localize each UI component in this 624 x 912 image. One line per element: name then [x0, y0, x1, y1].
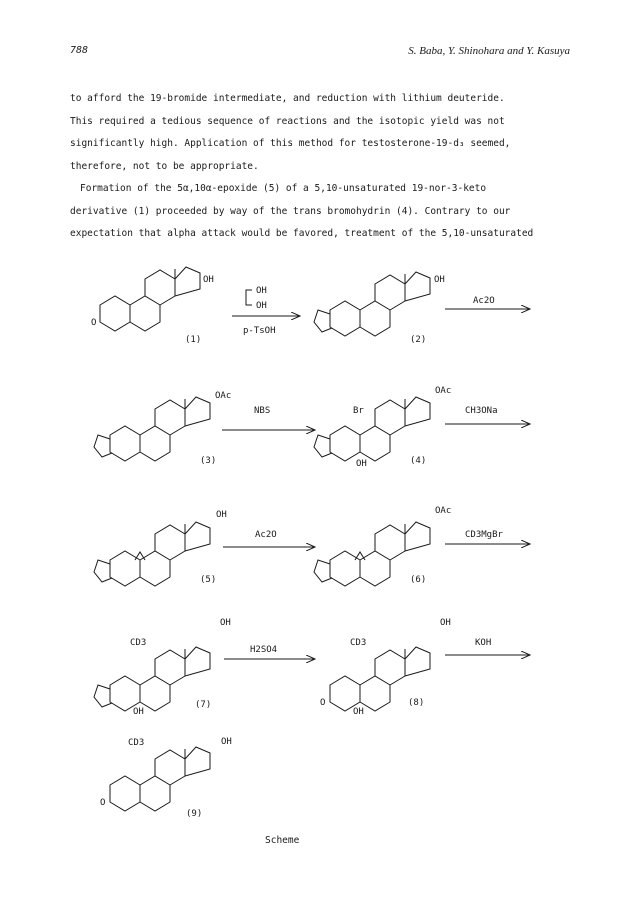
body-line: Formation of the 5α,10α-epoxide (5) of a 5,10-unsaturated 19-nor-3-keto	[80, 183, 487, 194]
atom-cd3: CD3	[350, 638, 367, 648]
reagent-acid: p-TsOH	[243, 326, 276, 336]
body-line: to afford the 19-bromide intermediate, and reduction with lithium deuteride.	[70, 93, 505, 104]
atom-br: Br	[353, 406, 364, 416]
page-number: 788	[70, 45, 89, 56]
body-line: expectation that alpha attack would be favored, treatment of the 5,10-unsaturated	[70, 228, 534, 239]
reagent-1	[232, 286, 300, 336]
reagent-4	[445, 406, 530, 424]
body-line: significantly high. Application of this method for testosterone-19-d₃ seemed,	[70, 138, 511, 149]
reagent-label: H2SO4	[250, 645, 278, 655]
atom-oh: OH	[220, 618, 231, 628]
compound-4	[314, 386, 451, 469]
compound-label: (9)	[186, 809, 203, 819]
running-authors: S. Baba, Y. Shinohara and Y. Kasuya	[408, 45, 570, 57]
epoxide-bridge	[355, 552, 365, 560]
compound-1	[91, 267, 214, 345]
reagent-glycol-oh-1: OH	[256, 286, 267, 296]
atom-oac: OAc	[215, 391, 232, 401]
atom-o: O	[100, 798, 106, 808]
atom-oh: OH	[434, 275, 445, 285]
atom-oh: OH	[356, 459, 367, 469]
reagent-label: Ac2O	[255, 530, 277, 540]
reagent-8	[445, 638, 530, 655]
compound-9	[100, 737, 232, 819]
atom-o: O	[91, 318, 97, 328]
body-line: This required a tedious sequence of reactions and the isotopic yield was not	[70, 115, 505, 127]
reagent-2	[445, 296, 530, 309]
reagent-label: KOH	[475, 638, 492, 648]
atom-cd3: CD3	[130, 638, 147, 648]
atom-oh: OH	[203, 275, 214, 285]
body-line: derivative (1) proceeded by way of the trans bromohydrin (4). Contrary to our	[70, 205, 511, 217]
compound-label: (2)	[410, 335, 427, 345]
atom-oh: OH	[133, 707, 144, 717]
atom-oh: OH	[440, 618, 451, 628]
body-line: therefore, not to be appropriate.	[70, 160, 259, 172]
compound-label: (8)	[408, 698, 425, 708]
reagent-5	[223, 530, 315, 547]
compound-3	[94, 391, 231, 466]
compound-label: (1)	[185, 335, 202, 345]
scheme-caption: Scheme	[265, 835, 300, 846]
compound-7	[94, 618, 231, 717]
compound-label: (4)	[410, 456, 427, 466]
compound-6	[314, 506, 451, 586]
compound-8	[320, 618, 451, 717]
compound-label: (7)	[195, 700, 212, 710]
atom-oac: OAc	[435, 506, 452, 516]
reagent-3	[222, 406, 315, 430]
reagent-label: CD3MgBr	[465, 530, 503, 540]
reagent-label: NBS	[254, 406, 271, 416]
compound-5	[94, 510, 227, 586]
atom-o: O	[320, 698, 326, 708]
atom-oac: OAc	[435, 386, 452, 396]
reagent-glycol-oh-2: OH	[256, 301, 267, 311]
reagent-6	[445, 530, 530, 544]
reagent-7	[224, 645, 315, 659]
compound-label: (6)	[410, 575, 427, 585]
compound-label: (5)	[200, 575, 217, 585]
compound-label: (3)	[200, 456, 217, 466]
compound-2	[314, 272, 445, 345]
atom-oh: OH	[216, 510, 227, 520]
atom-cd3: CD3	[128, 738, 145, 748]
reagent-label: CH3ONa	[465, 406, 498, 416]
atom-oh: OH	[353, 707, 364, 717]
reagent-label: Ac2O	[473, 296, 495, 306]
atom-oh: OH	[221, 737, 232, 747]
epoxide-bridge	[135, 552, 145, 560]
